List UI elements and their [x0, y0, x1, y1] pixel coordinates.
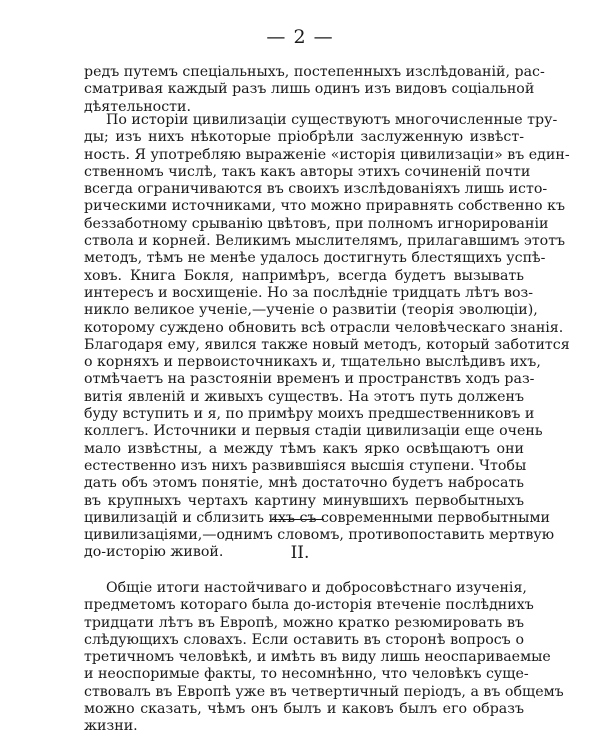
text-line: интересъ и восхищеніе. Но за послѣдніе тридцать лѣтъ воз- — [84, 284, 534, 301]
text-line: буду вступить и я, по примѣру моихъ предшественниковъ и — [84, 406, 535, 423]
text-line: можно сказать, чѣмъ онъ былъ и каковъ былъ его образъ — [84, 701, 524, 718]
text-line: слѣдующихъ словахъ. Если оставить въ сторонѣ вопросъ о — [84, 631, 524, 648]
paragraph-section-2 — [84, 580, 564, 736]
text-line: По исторіи цивилизаціи существуютъ многочисленные тру- — [106, 112, 558, 128]
text-line: предметомъ котораго была до-исторія втеченіе послѣднихъ — [84, 597, 534, 614]
text-line: до-исторію живой. — [84, 544, 224, 561]
text-line: рическими источниками, что можно приравнять собственно къ — [84, 198, 565, 215]
text-line: беззаботному срыванію цвѣтовъ, при полномъ игнорированіи — [84, 215, 549, 232]
section-heading: II. — [290, 543, 310, 563]
text-line: Общіе итоги настойчиваго и добросовѣстнаго изученія, — [106, 580, 527, 596]
text-line: ховъ. Книга Бокля, напримѣръ, всегда будетъ вызывать — [84, 267, 524, 284]
text-line: которому суждено обновить всѣ отрасли человѣческаго знанія. — [84, 319, 564, 336]
text-line: мало извѣстны, а между тѣмъ какъ ярко освѣщаютъ они — [84, 440, 524, 457]
text-line: цивилизаціями,—однимъ словомъ, противопоставить мертвую — [84, 527, 555, 544]
text-line: тридцати лѣтъ въ Европѣ, можно кратко резюмировать въ — [84, 614, 524, 631]
text-line: жизни. — [84, 718, 138, 735]
text-line: въ крупныхъ чертахъ картину минувшихъ первобытныхъ — [84, 492, 524, 509]
page-number: — 2 — — [266, 26, 334, 48]
text-line: ды; изъ нихъ нѣкоторые пріобрѣли заслуженную извѣст- — [84, 129, 524, 146]
text-line: цивилизацій и сблизить ихъ съ современными первобытными — [84, 509, 550, 526]
section-divider-rule — [272, 519, 324, 520]
paragraph — [84, 580, 564, 736]
text-line: коллегъ. Источники и первыя стадіи цивилизаціи еще очень — [84, 423, 543, 440]
text-line: витія явленій и живыхъ существъ. На этотъ путь долженъ — [84, 388, 524, 405]
text-line: дать объ этомъ понятіе, мнѣ достаточно будетъ набросать — [84, 475, 524, 492]
text-line: никло великое ученіе,—ученіе о развитіи (теорія эволюціи), — [84, 302, 538, 319]
text-line: ствовалъ въ Европѣ уже въ четвертичный періодъ, а въ общемъ — [84, 683, 564, 700]
text-line: третичномъ человѣкѣ, и имѣть въ виду лишь неоспариваемые — [84, 649, 551, 666]
text-line: ствола и корней. Великимъ мыслителямъ, прилагавшимъ этотъ — [84, 233, 566, 250]
text-line: естественно изъ нихъ развившіяся высшія ступени. Чтобы — [84, 457, 527, 474]
text-line: всегда ограничиваются въ своихъ изслѣдованіяхъ лишь истo- — [84, 181, 548, 198]
text-line: дѣятельности. — [84, 98, 191, 115]
paragraph — [84, 64, 545, 116]
text-line: о корняхъ и первоисточникахъ и, тщательно выслѣдивъ ихъ, — [84, 354, 541, 371]
text-line: ность. Я употребляю выраженіе «исторія цивилизаціи» въ един- — [84, 146, 570, 163]
paragraph-main — [84, 112, 570, 562]
text-line: и неоспоримые факты, то несомнѣнно, что человѣкъ суще- — [84, 666, 529, 683]
text-line: ственномъ числѣ, такъ какъ авторы этихъ сочиненій почти — [84, 163, 531, 180]
text-line: методъ, тѣмъ не менѣе удалось достигнуть блестящихъ успѣ- — [84, 250, 546, 267]
paragraph — [84, 112, 570, 562]
text-line: отмѣчаетъ на разстояніи временъ и пространствъ ходъ раз- — [84, 371, 535, 388]
text-line: сматривая каждый разъ лишь одинъ изъ видовъ соціальной — [84, 81, 535, 98]
text-line: Благодаря ему, явился также новый методъ, который заботится — [84, 336, 570, 353]
text-line: редъ путемъ спеціальныхъ, постепенныхъ изслѣдованій, рас- — [84, 64, 545, 80]
paragraph-continued — [84, 64, 545, 116]
